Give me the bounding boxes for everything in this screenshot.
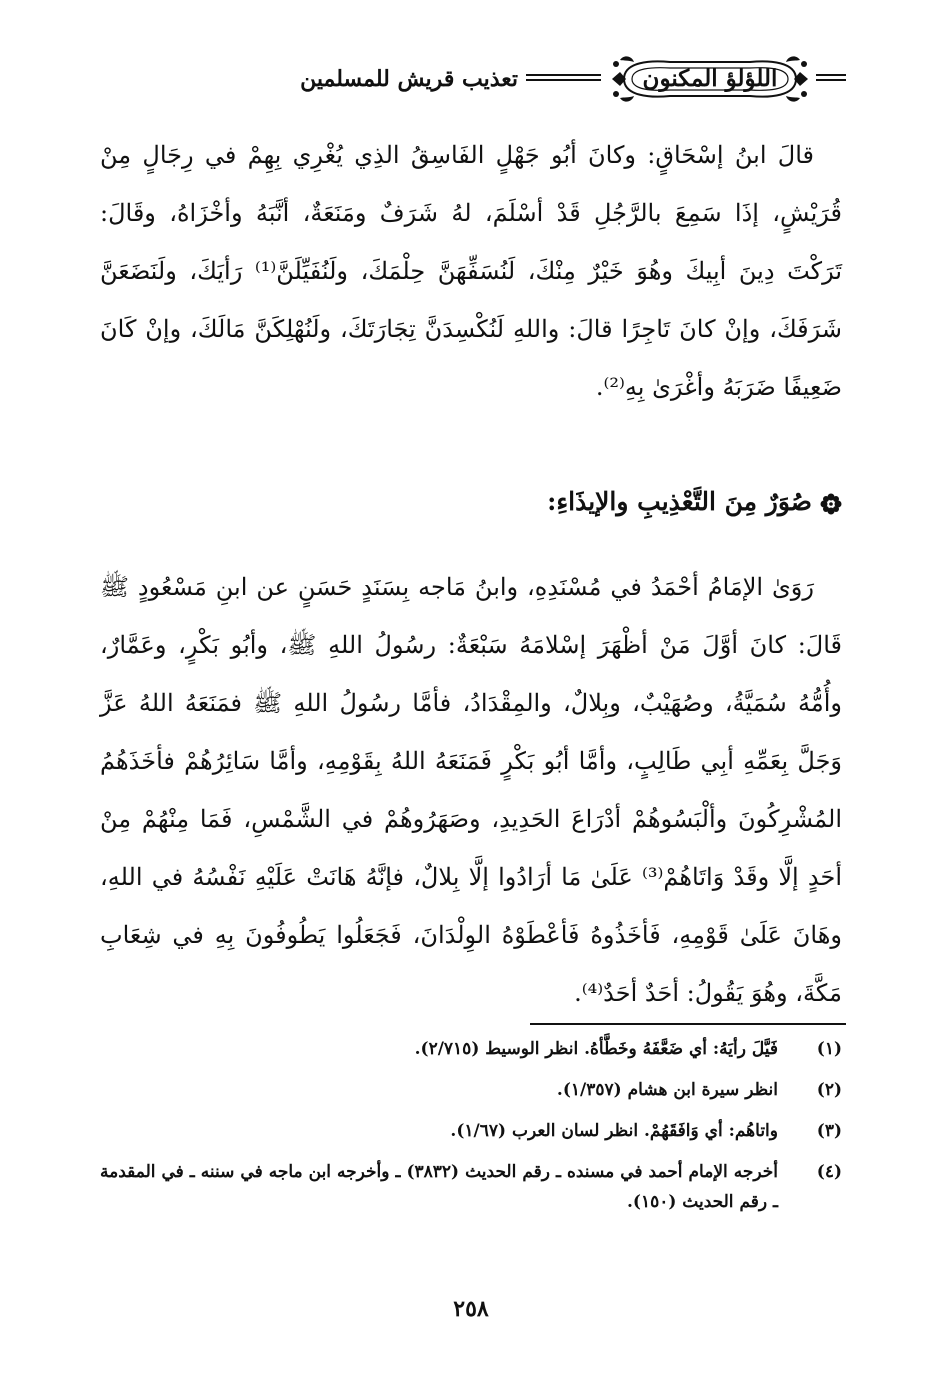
footnotes <box>100 1034 842 1228</box>
footnote-item <box>100 1157 842 1217</box>
footnote-text: انظر سيرة ابن هشام (١/٣٥٧). <box>556 1080 778 1100</box>
footnote-item <box>100 1075 842 1105</box>
footnote-number: (١) <box>816 1039 842 1059</box>
footnote-item <box>100 1116 842 1146</box>
section-heading-text: صُوَرٌ مِنَ التَّعْذِيبِ والإيذَاءِ: <box>547 487 812 516</box>
title-emblem <box>610 52 810 106</box>
footnote-number: (٣) <box>816 1121 842 1141</box>
footnote-text: واتاهُم: أي وَافَقَهُمْ. انظر لسان العرب (١/٦٧). <box>450 1121 778 1141</box>
paragraph-ibn-ishaq <box>100 126 842 416</box>
paragraph-text: قالَ ابنُ إسْحَاقٍ: وكانَ أبُو جَهْلٍ الفَاسِقُ الذِي يُغْرِي بِهِمْ في رِجَالٍ مِنْ قُرَيْشٍ، إذَا سَمِعَ بالرَّجُلِ قَدْ أسْلَمَ، لهُ شَرَفٌ ومَنَعَةٌ، أنَّبَهُ وأخْزَاهُ، وقَالَ: تَرَكْتَ دِينَ أبِيكَ وهُوَ خَيْرٌ مِنْكَ، لَنُسَفِّهَنَّ حِلْمَكَ، ولَنُفَيِّلَنَّ⁽¹⁾ رَأيَكَ، ولَنَضَعَنَّ شَرَفَكَ، وإنْ كانَ تَاجِرًا قالَ: واللهِ لَنُكْسِدَنَّ تِجَارَتَكَ، ولَنُهْلِكَنَّ مَالَكَ، وإنْ كَانَ ضَعِيفًا ضَرَبَهُ وأغْرَىٰ بِهِ⁽²⁾. <box>100 141 842 401</box>
paragraph-ibn-masud <box>100 558 842 1022</box>
footnote-text: فَيَّلَ رأيَهُ: أي ضَعَّفَهُ وخَطَّأهُ. انظر الوسيط (٢/٧١٥). <box>414 1039 778 1059</box>
footnote-number: (٢) <box>816 1080 842 1100</box>
section-heading <box>547 478 842 526</box>
footnote-separator <box>530 1023 846 1025</box>
running-header <box>96 52 846 122</box>
header-rule-right <box>816 74 846 81</box>
footnote-text: أخرجه الإمام أحمد في مسنده ـ رقم الحديث (٣٨٣٢) ـ وأخرجه ابن ماجه في سننه ـ في المقدمة ـ رقم الحديث (١٥٠). <box>100 1162 778 1212</box>
chapter-title: تعذيب قريش للمسلمين <box>300 66 518 92</box>
footnote-number: (٤) <box>816 1162 842 1182</box>
paragraph-text: رَوَىٰ الإمَامُ أحْمَدُ في مُسْنَدِهِ، وابنُ مَاجه بِسَنَدٍ حَسَنٍ عن ابنِ مَسْعُودٍ ﷺ قَالَ: كانَ أوَّلَ مَنْ أظْهَرَ إسْلامَهُ سَبْعَةٌ: رسُولُ اللهِ ﷺ، وأبُو بَكْرٍ، وعَمَّارٌ، وأُمُّهُ سُمَيَّةُ، وصُهَيْبٌ، وبِلالٌ، والمِقْدَادُ، فأمَّا رسُولُ اللهِ ﷺ فمَنَعَهُ اللهُ عَزَّ وَجَلَّ بِعَمِّهِ أبِي طَالِبٍ، وأمَّا أبُو بَكْرٍ فَمَنَعَهُ اللهُ بِقَوْمِهِ، وأمَّا سَائِرُهُمْ فأخَذَهُمُ المُشْرِكُونَ وألْبَسُوهُمْ أدْرَاعَ الحَدِيدِ، وصَهَرُوهُمْ في الشَّمْسِ، فَمَا مِنْهُمْ مِنْ أحَدٍ إلَّا وقَدْ وَاتَاهُمْ⁽³⁾ عَلَىٰ مَا أرَادُوا إلَّا بِلالٌ، فإنَّهُ هَانَتْ عَلَيْهِ نَفْسُهُ في اللهِ، وهَانَ عَلَىٰ قَوْمِهِ، فَأخَذُوهُ فَأعْطَوْهُ الوِلْدَانَ، فَجَعَلُوا يَطُوفُونَ بِهِ في شِعَابِ مَكَّةَ، وهُوَ يَقُولُ: أحَدٌ أحَدٌ⁽⁴⁾. <box>100 573 843 1007</box>
header-rule-middle <box>526 74 601 81</box>
flower-bullet-icon <box>820 493 842 515</box>
footnote-item <box>100 1034 842 1064</box>
book-title: اللؤلؤ المكنون <box>642 65 778 92</box>
page-number: ٢٥٨ <box>453 1296 489 1322</box>
